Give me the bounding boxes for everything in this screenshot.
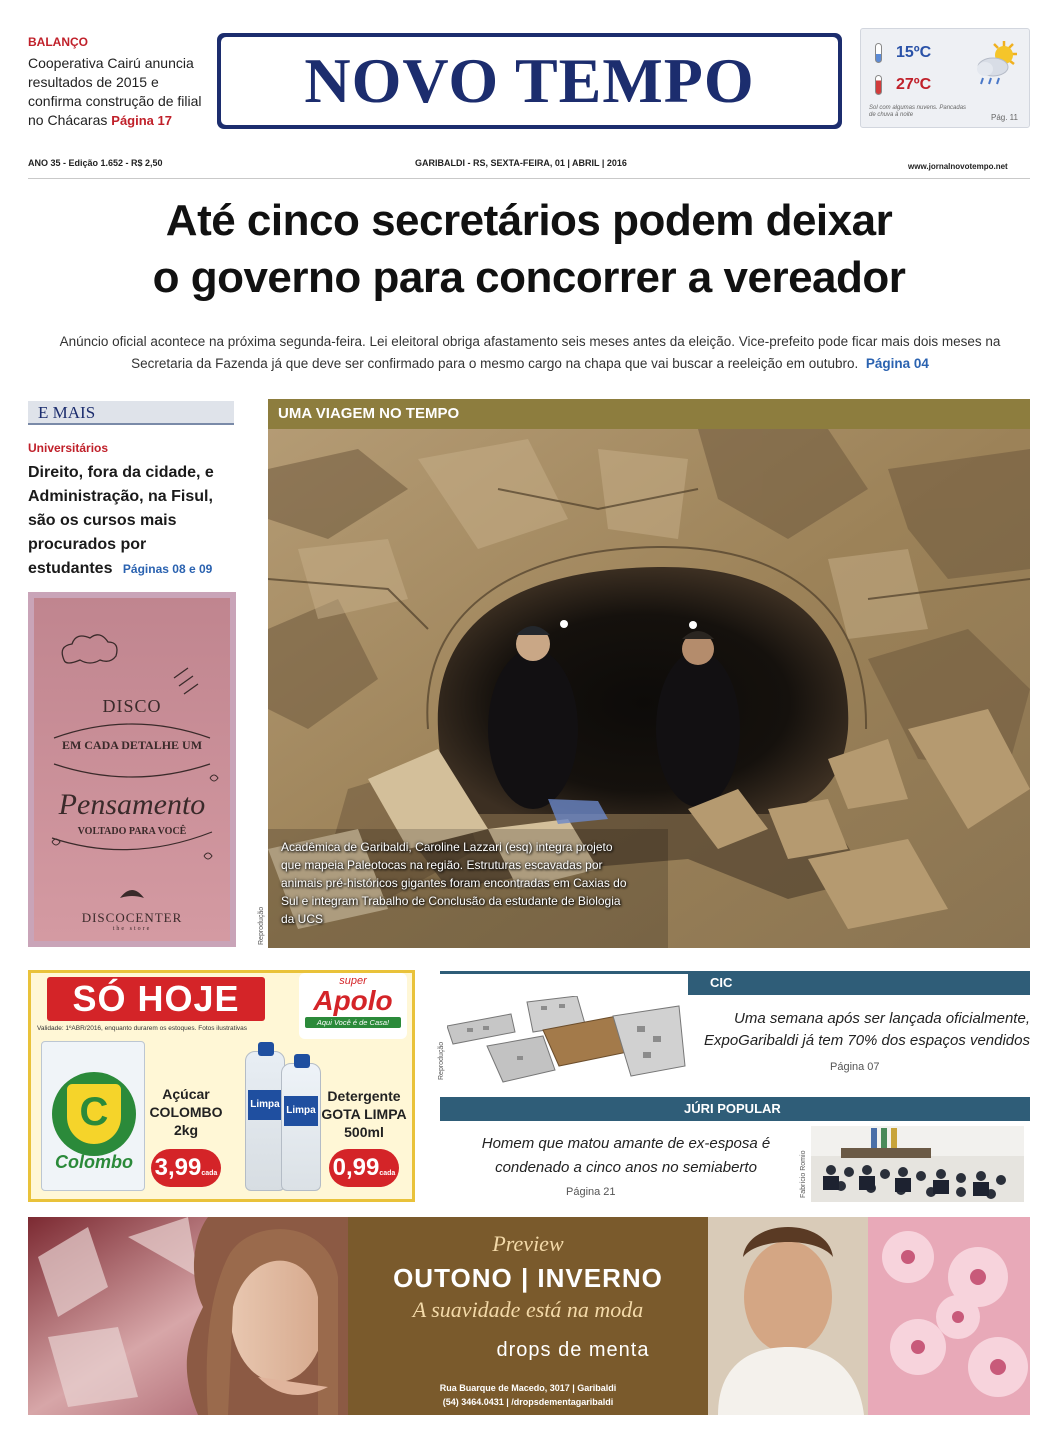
edition-info: ANO 35 - Edição 1.652 - R$ 2,50 xyxy=(28,158,163,168)
cic-label: CIC xyxy=(688,971,1030,995)
emais-story[interactable] xyxy=(28,461,228,581)
product-1-price-badge xyxy=(151,1149,221,1187)
detergent-bottle-1 xyxy=(245,1051,285,1191)
drops-season: OUTONO | INVERNO xyxy=(393,1263,663,1293)
apolo-brand-top: super xyxy=(339,975,367,987)
disco-line-3: Pensamento xyxy=(58,788,206,821)
bottle-label-1: Limpa xyxy=(248,1090,282,1120)
drops-de-menta-ad[interactable] xyxy=(28,1217,1030,1415)
weather-box xyxy=(860,28,1030,128)
headline-deck xyxy=(55,331,1005,375)
main-headline[interactable] xyxy=(28,192,1030,306)
apolo-logo xyxy=(299,973,407,1039)
teaser-label: BALANÇO xyxy=(28,35,88,49)
drops-center-panel xyxy=(348,1217,708,1415)
drops-brand: drops de menta xyxy=(496,1339,650,1361)
drops-address: Rua Buarque de Macedo, 3017 | Garibaldi xyxy=(439,1383,617,1393)
weather-max-value: 27ºC xyxy=(896,76,932,94)
disco-line-4: VOLTADO PARA VOCÊ xyxy=(77,826,187,837)
sun-cloud-rain-icon xyxy=(971,39,1021,89)
weather-min-value: 15ºC xyxy=(896,44,932,62)
product-2-price-badge xyxy=(329,1149,399,1187)
weather-page: Pág. 11 xyxy=(991,113,1018,122)
photo-credit: Reprodução xyxy=(258,906,265,945)
drops-preview: Preview xyxy=(492,1231,564,1256)
product-2-name: Detergente GOTA LIMPA 500ml xyxy=(321,1088,407,1140)
website[interactable]: www.jornalnovotempo.net xyxy=(908,162,1008,171)
expo-floorplan-illustration[interactable] xyxy=(447,996,687,1084)
teaser-text[interactable] xyxy=(28,54,208,130)
photo-section-header: UMA VIAGEM NO TEMPO xyxy=(268,399,1030,429)
disco-ad-artwork xyxy=(34,598,230,941)
drops-tagline: A suavidade está na moda xyxy=(412,1297,644,1322)
product-1-price: 3,99 xyxy=(154,1154,202,1181)
sugar-pack-brand: Colombo xyxy=(55,1152,133,1172)
apolo-brand: Apolo xyxy=(313,985,393,1016)
teaser-body: Cooperativa Cairú anuncia resultados de 2015 e confirma construção de filial no Chácaras xyxy=(28,55,202,128)
disco-brand: DISCOCENTER xyxy=(81,910,183,925)
juri-story[interactable]: Homem que matou amante de ex-esposa é condenado a cinco anos no semiaberto xyxy=(481,1135,771,1176)
cic-header xyxy=(440,971,1030,995)
apolo-headline: SÓ HOJE xyxy=(47,977,265,1021)
emais-category: Universitários xyxy=(28,441,109,455)
drops-contact: (54) 3464.0431 | /dropsdementagaribaldi xyxy=(442,1397,614,1407)
photo-caption: Acadêmica de Garibaldi, Caroline Lazzari (esq) integra projeto que mapeia Paleotocas na região. Estruturas escavadas por animais pré-históricos gigantes foram encontradas em Caxias do Sul e integram Trabalho de Conclusão da estudante de Biologia da UCS xyxy=(281,840,627,926)
teaser-page: Página 17 xyxy=(111,113,172,128)
weather-min xyxy=(875,43,931,63)
apolo-validity: Validade: 1ºABR/2016, enquanto durarem os estoques. Fotos ilustrativas xyxy=(37,1025,248,1032)
product-2-price: 0,99 xyxy=(332,1154,380,1181)
disco-line-1: DISCO xyxy=(102,696,162,716)
product-1-unit: cada xyxy=(201,1170,218,1177)
headline-line-2: o governo para concorrer a vereador xyxy=(152,253,906,302)
discocenter-ad[interactable] xyxy=(28,592,236,947)
juri-photo-credit: Fabrício Romio xyxy=(800,1150,807,1198)
product-2-unit: cada xyxy=(379,1170,396,1177)
emais-story-text: Direito, fora da cidade, e Administração, na Fisul, são os cursos mais procurados por estudantes xyxy=(28,464,214,577)
divider xyxy=(28,178,1030,179)
masthead-title: NOVO TEMPO xyxy=(304,45,755,116)
disco-line-2: EM CADA DETALHE UM xyxy=(61,738,203,752)
apolo-slogan: Aqui Você é de Casa! xyxy=(305,1017,401,1028)
detergent-bottle-2 xyxy=(281,1063,321,1191)
cic-page: Página 07 xyxy=(830,1061,880,1073)
emais-page: Páginas 08 e 09 xyxy=(122,562,213,576)
dateline: GARIBALDI - RS, SEXTA-FEIRA, 01 | ABRIL | 2016 xyxy=(415,158,627,168)
headline-line-1: Até cinco secretários podem deixar xyxy=(165,196,893,245)
juri-page: Página 21 xyxy=(566,1186,616,1198)
deck-page: Página 04 xyxy=(865,356,929,371)
emais-header: E MAIS xyxy=(28,401,234,425)
juri-header: JÚRI POPULAR xyxy=(440,1097,1030,1121)
sugar-package: C Colombo xyxy=(41,1041,145,1191)
thermometer-cold-icon xyxy=(875,43,882,63)
disco-brand-sub: the store xyxy=(112,926,152,932)
thermometer-hot-icon xyxy=(875,75,882,95)
apolo-ad[interactable] xyxy=(28,970,415,1202)
masthead xyxy=(217,33,842,129)
cic-photo-credit: Reprodução xyxy=(438,1041,445,1080)
bottle-label-2: Limpa xyxy=(284,1096,318,1126)
courtroom-photo[interactable] xyxy=(811,1126,1024,1202)
deck-text: Anúncio oficial acontece na próxima segunda-feira. Lei eleitoral obriga afastamento seis meses antes da eleição. Vice-prefeito pode ficar mais dois meses na Secretaria da Fazenda já que deve ser confirmado para o mesmo cargo na chapa que vai buscar a reeleição em outubro. xyxy=(59,334,1001,371)
weather-description: Sol com algumas nuvens. Pancadas de chuva à noite xyxy=(869,105,967,118)
weather-max xyxy=(875,75,931,95)
cic-story[interactable]: Uma semana após ser lançada oficialmente, ExpoGaribaldi já tem 70% dos espaços vendidos xyxy=(703,1010,1030,1049)
product-1-name: Açúcar COLOMBO 2kg xyxy=(149,1086,223,1138)
